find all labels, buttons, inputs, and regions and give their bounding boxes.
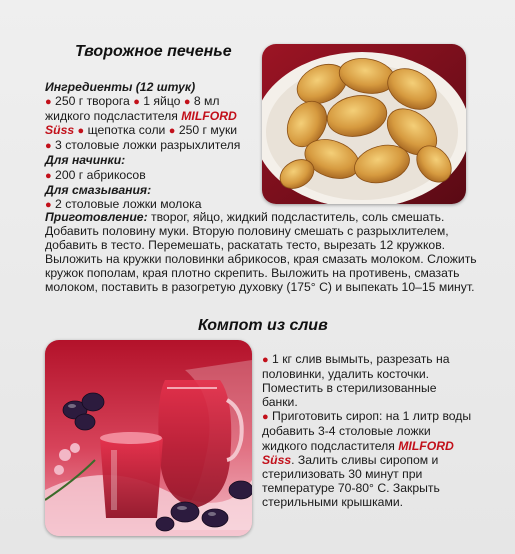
ingredient-item: 250 г творога <box>55 94 130 109</box>
red-dot-icon: ● <box>133 96 140 109</box>
red-dot-icon: ● <box>45 96 52 109</box>
brand-name: MILFORD Süss <box>262 438 454 467</box>
red-dot-icon: ● <box>45 198 52 211</box>
ingredient-item: 1 яйцо <box>143 94 181 109</box>
ingredient-item: 8 мл жидкого подсластителя <box>45 94 220 124</box>
filling-header: Для начинки: <box>45 153 126 168</box>
red-dot-icon: ● <box>77 125 85 138</box>
ingredients-header: Ингредиенты (12 штук) <box>45 80 196 94</box>
recipe2-title: Компот из слив <box>198 317 328 334</box>
cookies-photo <box>262 44 466 204</box>
red-dot-icon: ● <box>262 411 269 424</box>
brand-name: MILFORD Süss <box>45 109 237 138</box>
preparation-block <box>45 210 477 295</box>
red-dot-icon: ● <box>45 140 52 153</box>
red-dot-icon: ● <box>45 169 52 182</box>
red-dot-icon: ● <box>262 354 269 366</box>
compote-step-2-end: . Залить сливы сиропом и стерилизовать 30 минут при температуре 70-80° С. Закрыть стерильными крышками. <box>262 452 440 509</box>
ingredient-item: 3 столовые ложки разрыхлителя <box>55 138 241 153</box>
filling-item: 200 г абрикосов <box>55 167 146 182</box>
compote-step-1: 1 кг слив вымыть, разрезать на половинки, удалить косточки. Поместить в стерилизованные банки. <box>262 352 450 410</box>
compote-photo <box>45 340 252 536</box>
red-dot-icon: ● <box>183 96 191 109</box>
preparation-label: Приготовление: <box>45 210 148 224</box>
preparation-text: творог, яйцо, жидкий подсластитель, соль смешать. Добавить половину муки. Вторую половину смешать с разрыхлителем, добавить в тесто. Перемешать, раскатать тесто, вырезать 12 кружков. Выложить на кружки половинки абрикосов, края смазать молоком. Сложить кружок пополам, края плотно скрепить. Выложить на противень, смазать молоком, поставить в разогретую духовку (175° С) и выпекать 10–15 минут. <box>45 210 477 295</box>
ingredient-item: щепотка соли <box>87 123 166 138</box>
compote-steps <box>262 352 474 509</box>
glaze-header: Для смазывания: <box>45 182 152 197</box>
compote-step-2-start: Приготовить сироп: на 1 литр воды добавить 3-4 столовые ложки жидкого подсластителя <box>262 409 472 453</box>
ingredient-item: 250 г муки <box>178 123 238 138</box>
ingredients-block <box>45 80 260 212</box>
red-dot-icon: ● <box>168 125 176 138</box>
glaze-item: 2 столовые ложки молока <box>55 196 202 211</box>
recipe1-title: Творожное печенье <box>75 43 232 60</box>
